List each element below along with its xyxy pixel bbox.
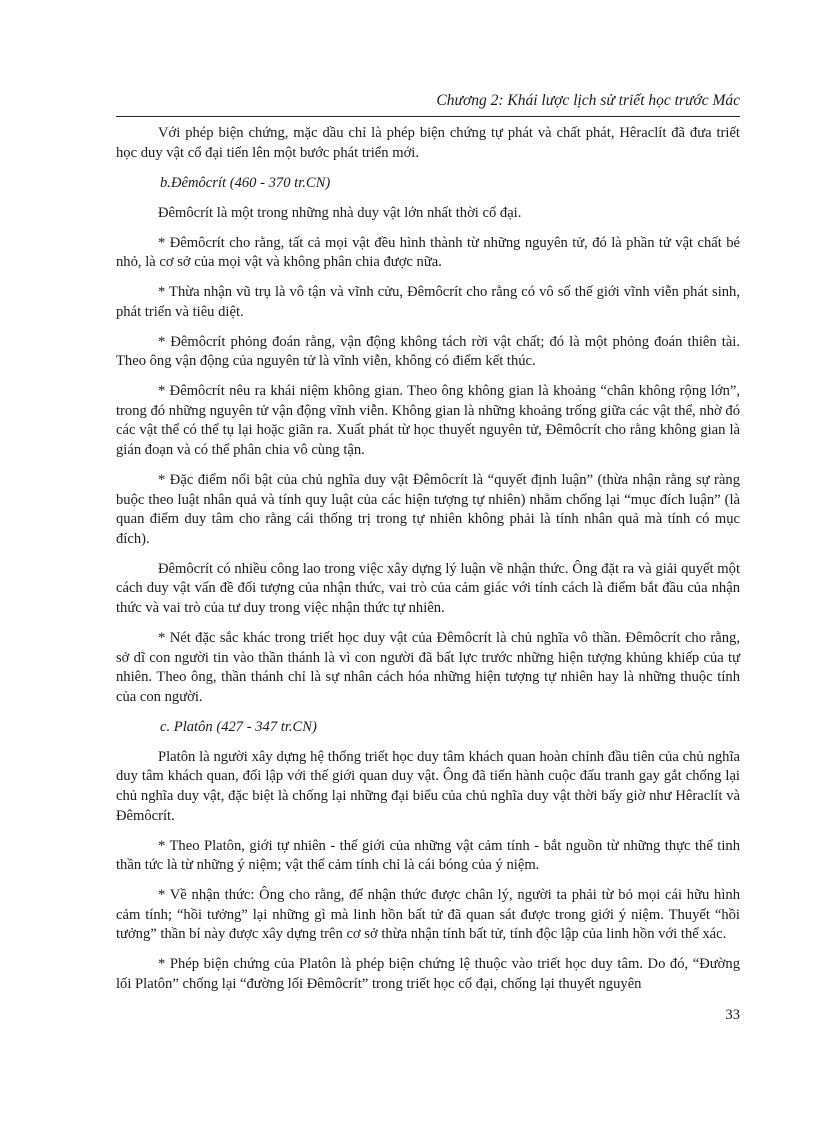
paragraph: * Theo Platôn, giới tự nhiên - thế giới của những vật cảm tính - bắt nguồn từ những thực thể tinh thần tức là từ những ý niệm; vật thể cảm tính chỉ là cái bóng của ý niệm. [116, 837, 740, 874]
paragraph: Đêmôcrít là một trong những nhà duy vật lớn nhất thời cổ đại. [158, 204, 522, 221]
paragraph: Với phép biện chứng, mặc dầu chỉ là phép biện chứng tự phát và chất phát, Hêraclít đã đưa triết học duy vật cổ đại tiến lên một bước phát triển mới. [116, 125, 740, 161]
paragraph: Đêmôcrít có nhiều công lao trong việc xây dựng lý luận về nhận thức. Ông đặt ra và giải quyết một cách duy vật vấn đề đối tượng của nhận thức, vai trò của cảm giác với tính cách là điểm bắt đầu của nhận thức và vai trò của tư duy trong việc nhận thức tự nhiên. [116, 560, 740, 616]
paragraph: Platôn là người xây dựng hệ thống triết học duy tâm khách quan hoàn chỉnh đầu tiên của chủ nghĩa duy tâm khách quan, đối lập với thế giới quan duy vật. Ông đã tiến hành cuộc đấu tranh gay gắt chống lại chủ nghĩa duy vật, đặc biệt là chống lại những đại biểu của chủ nghĩa duy vật thời bấy giờ như Hêraclít và Đêmôcrít. [116, 748, 740, 824]
paragraph: * Thừa nhận vũ trụ là vô tận và vĩnh cửu, Đêmôcrít cho rằng có vô số thế giới vĩnh viễn phát sinh, phát triển và tiêu diệt. [116, 284, 740, 320]
paragraph: * Đêmôcrít nêu ra khái niệm không gian. Theo ông không gian là khoảng “chân không rộng lớn”, trong đó những nguyên tử vận động vĩnh viễn. Không gian là những khoảng trống giữa các vật thể, nhờ đó các vật thể có thể tụ lại hoặc giãn ra. Xuất phát từ học thuyết nguyên tử, Đêmôcrít cho rằng không gian là gián đoạn và có thể phân chia vô cùng tận. [116, 383, 740, 459]
paragraph: * Về nhận thức: Ông cho rằng, để nhận thức được chân lý, người ta phải từ bỏ mọi cái hữu hình cảm tính; “hồi tưởng” lại những gì mà linh hồn bất tử đã quan sát được trong giới ý niệm. Thuyết “hồi tưởng” thần bí này được xây dựng trên cơ sở thừa nhận tính bất tử, tính độc lập của linh hồn với thể xác. [116, 887, 740, 943]
paragraph: * Đặc điểm nổi bật của chủ nghĩa duy vật Đêmôcrít là “quyết định luận” (thừa nhận rằng sự ràng buộc theo luật nhân quả và tính quy luật của các hiện tượng tự nhiên) nhằm chống lại “mục đích luận” (là quan điểm duy tâm cho rằng cái thống trị trong tự nhiên không phải là tính nhân quả mà tính có mục đích). [116, 472, 740, 547]
page-number: 33 [725, 1007, 740, 1023]
paragraph: * Phép biện chứng của Platôn là phép biện chứng lệ thuộc vào triết học duy tâm. Do đó, “Đường lối Platôn” chống lại “đường lối Đêmôcrít” trong triết học cổ đại, chống lại thuyết nguyên [116, 956, 740, 992]
section-heading-democritus: b.Đêmôcrít (460 - 370 tr.CN) [160, 174, 331, 191]
paragraph: * Nét đặc sắc khác trong triết học duy vật của Đêmôcrít là chủ nghĩa vô thần. Đêmôcrít cho rằng, sở dĩ con người tin vào thần thánh là vì con người đã bất lực trước những hiện tượng khủng khiếp của tự nhiên. Theo ông, thần thánh chỉ là sự nhân cách hóa những hiện tượng tự nhiên hay là những thuộc tính của con người. [116, 629, 740, 705]
running-header: Chương 2: Khái lược lịch sử triết học trước Mác [436, 92, 740, 109]
header-rule [116, 116, 740, 117]
body-text [116, 124, 740, 1005]
paragraph: * Đêmôcrít phỏng đoán rằng, vận động không tách rời vật chất; đó là một phỏng đoán thiên tài. Theo ông vận động của nguyên tử là vĩnh viễn, không có điểm kết thúc. [116, 333, 740, 370]
section-heading-plato: c. Platôn (427 - 347 tr.CN) [160, 718, 317, 735]
paragraph: * Đêmôcrít cho rằng, tất cả mọi vật đều hình thành từ những nguyên tử, đó là phần tử vật chất bé nhỏ, là cơ sở của mọi vật và không phân chia được nữa. [116, 234, 740, 271]
